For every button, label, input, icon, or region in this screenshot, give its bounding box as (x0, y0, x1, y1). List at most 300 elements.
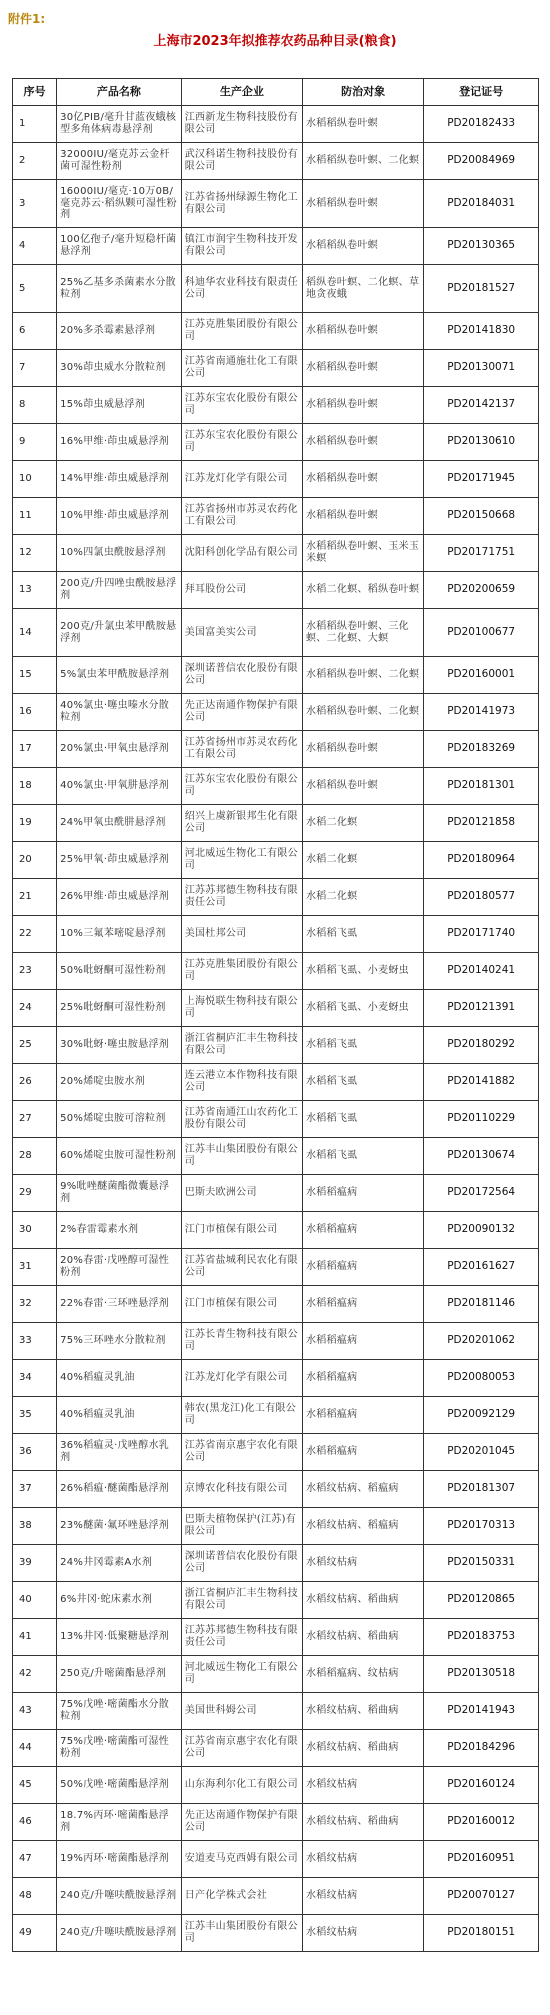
target-pest: 水稻稻纵卷叶螟、玉米玉米螟 (302, 535, 423, 572)
registration-number: PD20150331 (424, 1545, 539, 1582)
target-pest: 水稻稻纵卷叶螟 (302, 106, 423, 143)
target-pest: 水稻纹枯病、稻瘟病 (302, 1508, 423, 1545)
enterprise: 巴斯夫欧洲公司 (181, 1175, 302, 1212)
enterprise: 江门市植保有限公司 (181, 1212, 302, 1249)
registration-number: PD20100677 (424, 609, 539, 657)
enterprise: 江苏东宝农化股份有限公司 (181, 387, 302, 424)
pesticide-table (12, 78, 539, 1952)
row-index: 38 (13, 1508, 57, 1545)
target-pest: 水稻稻纵卷叶螟 (302, 387, 423, 424)
table-row (13, 1878, 539, 1915)
product-name: 26%稻瘟·醚菌酯悬浮剂 (57, 1471, 182, 1508)
table-row (13, 990, 539, 1027)
table-row (13, 1619, 539, 1656)
table-row (13, 805, 539, 842)
table-row (13, 1915, 539, 1952)
table-row (13, 1804, 539, 1841)
product-name: 14%甲维·茚虫威悬浮剂 (57, 461, 182, 498)
product-name: 15%茚虫威悬浮剂 (57, 387, 182, 424)
target-pest: 水稻稻纵卷叶螟、三化螟、二化螟、大螟 (302, 609, 423, 657)
enterprise: 武汉科诺生物科技股份有限公司 (181, 143, 302, 180)
table-row (13, 143, 539, 180)
enterprise: 江苏龙灯化学有限公司 (181, 461, 302, 498)
enterprise: 江门市植保有限公司 (181, 1286, 302, 1323)
row-index: 13 (13, 572, 57, 609)
product-name: 22%春雷·三环唑悬浮剂 (57, 1286, 182, 1323)
table-row (13, 350, 539, 387)
table-row (13, 657, 539, 694)
product-name: 240克/升噻呋酰胺悬浮剂 (57, 1878, 182, 1915)
enterprise: 山东海利尔化工有限公司 (181, 1767, 302, 1804)
product-name: 20%氯虫·甲氧虫悬浮剂 (57, 731, 182, 768)
target-pest: 水稻稻瘟病 (302, 1212, 423, 1249)
registration-number: PD20170313 (424, 1508, 539, 1545)
table-row (13, 1434, 539, 1471)
target-pest: 水稻稻飞虱、小麦蚜虫 (302, 990, 423, 1027)
header-enterprise: 生产企业 (181, 79, 302, 106)
registration-number: PD20181301 (424, 768, 539, 805)
registration-number: PD20180964 (424, 842, 539, 879)
enterprise: 京博农化科技有限公司 (181, 1471, 302, 1508)
enterprise: 美国杜邦公司 (181, 916, 302, 953)
registration-number: PD20160951 (424, 1841, 539, 1878)
row-index: 34 (13, 1360, 57, 1397)
row-index: 23 (13, 953, 57, 990)
table-row (13, 1841, 539, 1878)
product-name: 10%甲维·茚虫威悬浮剂 (57, 498, 182, 535)
target-pest: 水稻稻瘟病 (302, 1286, 423, 1323)
table-row (13, 1212, 539, 1249)
target-pest: 水稻二化螟、稻纵卷叶螟 (302, 572, 423, 609)
row-index: 21 (13, 879, 57, 916)
table-row (13, 1693, 539, 1730)
product-name: 36%稻瘟灵·戊唑醇水乳剂 (57, 1434, 182, 1471)
table-row (13, 1175, 539, 1212)
target-pest: 水稻纹枯病、稻曲病 (302, 1693, 423, 1730)
product-name: 25%甲氧·茚虫威悬浮剂 (57, 842, 182, 879)
registration-number: PD20183269 (424, 731, 539, 768)
header-target: 防治对象 (302, 79, 423, 106)
product-name: 23%醚菌·氟环唑悬浮剂 (57, 1508, 182, 1545)
table-row (13, 1360, 539, 1397)
table-row (13, 1471, 539, 1508)
target-pest: 水稻纹枯病、稻曲病 (302, 1619, 423, 1656)
header-row (13, 79, 539, 106)
product-name: 10%四氯虫酰胺悬浮剂 (57, 535, 182, 572)
registration-number: PD20181146 (424, 1286, 539, 1323)
document-title: 上海市2023年拟推荐农药品种目录(粮食) (153, 34, 397, 49)
target-pest: 水稻稻瘟病 (302, 1249, 423, 1286)
product-name: 10%三氟苯嘧啶悬浮剂 (57, 916, 182, 953)
table-row (13, 694, 539, 731)
target-pest: 水稻稻纵卷叶螟、二化螟 (302, 143, 423, 180)
table-row (13, 1730, 539, 1767)
product-name: 18.7%丙环·嘧菌酯悬浮剂 (57, 1804, 182, 1841)
registration-number: PD20130365 (424, 228, 539, 265)
registration-number: PD20130071 (424, 350, 539, 387)
table-row (13, 572, 539, 609)
table-row (13, 498, 539, 535)
enterprise: 江苏省南通施壮化工有限公司 (181, 350, 302, 387)
registration-number: PD20180577 (424, 879, 539, 916)
registration-number: PD20184296 (424, 1730, 539, 1767)
target-pest: 水稻纹枯病、稻曲病 (302, 1804, 423, 1841)
row-index: 22 (13, 916, 57, 953)
table-row (13, 387, 539, 424)
row-index: 9 (13, 424, 57, 461)
product-name: 50%烯啶虫胺可溶粒剂 (57, 1101, 182, 1138)
target-pest: 水稻纹枯病 (302, 1878, 423, 1915)
enterprise: 上海悦联生物科技有限公司 (181, 990, 302, 1027)
product-name: 26%甲维·茚虫威悬浮剂 (57, 879, 182, 916)
target-pest: 水稻稻瘟病、纹枯病 (302, 1656, 423, 1693)
table-row (13, 1508, 539, 1545)
product-name: 16000IU/毫克·10万0B/毫克苏云·稻纵颗可湿性粉剂 (57, 180, 182, 228)
row-index: 35 (13, 1397, 57, 1434)
product-name: 200克/升四唑虫酰胺悬浮剂 (57, 572, 182, 609)
product-name: 50%戊唑·嘧菌酯悬浮剂 (57, 1767, 182, 1804)
registration-number: PD20182433 (424, 106, 539, 143)
row-index: 12 (13, 535, 57, 572)
target-pest: 水稻二化螟 (302, 879, 423, 916)
row-index: 26 (13, 1064, 57, 1101)
enterprise: 先正达南通作物保护有限公司 (181, 694, 302, 731)
enterprise: 江苏省南京惠宇农化有限公司 (181, 1434, 302, 1471)
product-name: 75%戊唑·嘧菌酯可湿性粉剂 (57, 1730, 182, 1767)
header-product: 产品名称 (57, 79, 182, 106)
product-name: 32000IU/毫克苏云金杆菌可湿性粉剂 (57, 143, 182, 180)
row-index: 48 (13, 1878, 57, 1915)
product-name: 75%戊唑·嘧菌酯水分散粒剂 (57, 1693, 182, 1730)
attachment-label: 附件1: (8, 12, 46, 26)
enterprise: 江苏克胜集团股份有限公司 (181, 313, 302, 350)
enterprise: 江苏苏邦德生物科技有限责任公司 (181, 879, 302, 916)
row-index: 29 (13, 1175, 57, 1212)
target-pest: 水稻稻瘟病 (302, 1434, 423, 1471)
registration-number: PD20180151 (424, 1915, 539, 1952)
product-name: 13%井冈·低聚糖悬浮剂 (57, 1619, 182, 1656)
enterprise: 江苏龙灯化学有限公司 (181, 1360, 302, 1397)
row-index: 43 (13, 1693, 57, 1730)
product-name: 25%乙基多杀菌素水分散粒剂 (57, 265, 182, 313)
target-pest: 水稻稻飞虱 (302, 1064, 423, 1101)
row-index: 49 (13, 1915, 57, 1952)
table-row (13, 1656, 539, 1693)
row-index: 39 (13, 1545, 57, 1582)
row-index: 6 (13, 313, 57, 350)
registration-number: PD20141973 (424, 694, 539, 731)
enterprise: 绍兴上虞新银邦生化有限公司 (181, 805, 302, 842)
registration-number: PD20130674 (424, 1138, 539, 1175)
row-index: 37 (13, 1471, 57, 1508)
registration-number: PD20201062 (424, 1323, 539, 1360)
row-index: 32 (13, 1286, 57, 1323)
registration-number: PD20110229 (424, 1101, 539, 1138)
table-row (13, 1582, 539, 1619)
product-name: 50%吡蚜酮可湿性粉剂 (57, 953, 182, 990)
table-row (13, 313, 539, 350)
table-row (13, 1138, 539, 1175)
target-pest: 水稻纹枯病 (302, 1545, 423, 1582)
product-name: 9%吡唑醚菌酯微囊悬浮剂 (57, 1175, 182, 1212)
target-pest: 水稻纹枯病 (302, 1841, 423, 1878)
product-name: 200克/升氯虫苯甲酰胺悬浮剂 (57, 609, 182, 657)
enterprise: 江苏丰山集团股份有限公司 (181, 1915, 302, 1952)
target-pest: 水稻稻纵卷叶螟 (302, 424, 423, 461)
registration-number: PD20150668 (424, 498, 539, 535)
enterprise: 江苏省盐城利民农化有限公司 (181, 1249, 302, 1286)
target-pest: 水稻纹枯病、稻瘟病 (302, 1471, 423, 1508)
table-body (13, 106, 539, 1952)
row-index: 17 (13, 731, 57, 768)
row-index: 4 (13, 228, 57, 265)
target-pest: 水稻稻飞虱 (302, 916, 423, 953)
row-index: 30 (13, 1212, 57, 1249)
row-index: 3 (13, 180, 57, 228)
enterprise: 江苏丰山集团股份有限公司 (181, 1138, 302, 1175)
table-row (13, 731, 539, 768)
enterprise: 江苏东宝农化股份有限公司 (181, 768, 302, 805)
registration-number: PD20183753 (424, 1619, 539, 1656)
table-row (13, 1286, 539, 1323)
row-index: 33 (13, 1323, 57, 1360)
row-index: 11 (13, 498, 57, 535)
enterprise: 江苏省南通江山农药化工股份有限公司 (181, 1101, 302, 1138)
registration-number: PD20200659 (424, 572, 539, 609)
enterprise: 江西新龙生物科技股份有限公司 (181, 106, 302, 143)
registration-number: PD20171740 (424, 916, 539, 953)
enterprise: 连云港立本作物科技有限公司 (181, 1064, 302, 1101)
product-name: 30%吡蚜·噻虫胺悬浮剂 (57, 1027, 182, 1064)
row-index: 7 (13, 350, 57, 387)
registration-number: PD20080053 (424, 1360, 539, 1397)
enterprise: 科迪华农业科技有限责任公司 (181, 265, 302, 313)
product-name: 2%春雷霉素水剂 (57, 1212, 182, 1249)
table-row (13, 180, 539, 228)
target-pest: 水稻稻纵卷叶螟 (302, 461, 423, 498)
target-pest: 水稻纹枯病 (302, 1915, 423, 1952)
enterprise: 江苏长青生物科技有限公司 (181, 1323, 302, 1360)
registration-number: PD20141830 (424, 313, 539, 350)
row-index: 25 (13, 1027, 57, 1064)
product-name: 250克/升嘧菌酯悬浮剂 (57, 1656, 182, 1693)
table-row (13, 265, 539, 313)
row-index: 16 (13, 694, 57, 731)
enterprise: 江苏克胜集团股份有限公司 (181, 953, 302, 990)
registration-number: PD20142137 (424, 387, 539, 424)
registration-number: PD20171945 (424, 461, 539, 498)
registration-number: PD20130610 (424, 424, 539, 461)
registration-number: PD20092129 (424, 1397, 539, 1434)
row-index: 1 (13, 106, 57, 143)
enterprise: 江苏省扬州绿源生物化工有限公司 (181, 180, 302, 228)
row-index: 45 (13, 1767, 57, 1804)
product-name: 40%稻瘟灵乳油 (57, 1360, 182, 1397)
row-index: 27 (13, 1101, 57, 1138)
product-name: 16%甲维·茚虫威悬浮剂 (57, 424, 182, 461)
target-pest: 水稻稻纵卷叶螟、二化螟 (302, 657, 423, 694)
enterprise: 安道麦马克西姆有限公司 (181, 1841, 302, 1878)
table-row (13, 879, 539, 916)
product-name: 60%烯啶虫胺可湿性粉剂 (57, 1138, 182, 1175)
registration-number: PD20130518 (424, 1656, 539, 1693)
table-row (13, 1249, 539, 1286)
row-index: 42 (13, 1656, 57, 1693)
target-pest: 稻纵卷叶螟、二化螟、草地贪夜蛾 (302, 265, 423, 313)
table-row (13, 953, 539, 990)
product-name: 6%井冈·蛇床素水剂 (57, 1582, 182, 1619)
table-row (13, 768, 539, 805)
registration-number: PD20140241 (424, 953, 539, 990)
registration-number: PD20121858 (424, 805, 539, 842)
table-header (13, 79, 539, 106)
row-index: 8 (13, 387, 57, 424)
row-index: 14 (13, 609, 57, 657)
registration-number: PD20161627 (424, 1249, 539, 1286)
table-row (13, 1545, 539, 1582)
row-index: 20 (13, 842, 57, 879)
enterprise: 浙江省桐庐汇丰生物科技有限公司 (181, 1582, 302, 1619)
target-pest: 水稻稻纵卷叶螟 (302, 313, 423, 350)
row-index: 46 (13, 1804, 57, 1841)
target-pest: 水稻稻飞虱、小麦蚜虫 (302, 953, 423, 990)
product-name: 20%烯啶虫胺水剂 (57, 1064, 182, 1101)
enterprise: 江苏省南京惠宇农化有限公司 (181, 1730, 302, 1767)
product-name: 75%三环唑水分散粒剂 (57, 1323, 182, 1360)
registration-number: PD20201045 (424, 1434, 539, 1471)
row-index: 44 (13, 1730, 57, 1767)
enterprise: 江苏省扬州市苏灵农药化工有限公司 (181, 731, 302, 768)
target-pest: 水稻稻飞虱 (302, 1101, 423, 1138)
table-row (13, 461, 539, 498)
row-index: 10 (13, 461, 57, 498)
target-pest: 水稻稻瘟病 (302, 1397, 423, 1434)
table-row (13, 106, 539, 143)
product-name: 24%井冈霉素A水剂 (57, 1545, 182, 1582)
target-pest: 水稻稻纵卷叶螟 (302, 180, 423, 228)
product-name: 20%多杀霉素悬浮剂 (57, 313, 182, 350)
product-name: 40%氯虫·甲氧肼悬浮剂 (57, 768, 182, 805)
target-pest: 水稻纹枯病 (302, 1767, 423, 1804)
target-pest: 水稻稻纵卷叶螟 (302, 228, 423, 265)
row-index: 24 (13, 990, 57, 1027)
row-index: 36 (13, 1434, 57, 1471)
enterprise: 江苏省扬州市苏灵农药化工有限公司 (181, 498, 302, 535)
row-index: 31 (13, 1249, 57, 1286)
table-row (13, 1101, 539, 1138)
target-pest: 水稻纹枯病、稻曲病 (302, 1582, 423, 1619)
registration-number: PD20141943 (424, 1693, 539, 1730)
row-index: 41 (13, 1619, 57, 1656)
product-name: 24%甲氧虫酰肼悬浮剂 (57, 805, 182, 842)
table-row (13, 916, 539, 953)
enterprise: 美国世科姆公司 (181, 1693, 302, 1730)
registration-number: PD20141882 (424, 1064, 539, 1101)
table-row (13, 1064, 539, 1101)
enterprise: 深圳诺普信农化股份有限公司 (181, 657, 302, 694)
row-index: 28 (13, 1138, 57, 1175)
table-row (13, 228, 539, 265)
target-pest: 水稻二化螟 (302, 842, 423, 879)
enterprise: 深圳诺普信农化股份有限公司 (181, 1545, 302, 1582)
product-name: 19%丙环·嘧菌酯悬浮剂 (57, 1841, 182, 1878)
row-index: 47 (13, 1841, 57, 1878)
enterprise: 先正达南通作物保护有限公司 (181, 1804, 302, 1841)
row-index: 15 (13, 657, 57, 694)
product-name: 5%氯虫苯甲酰胺悬浮剂 (57, 657, 182, 694)
registration-number: PD20184031 (424, 180, 539, 228)
product-name: 40%稻瘟灵乳油 (57, 1397, 182, 1434)
enterprise: 沈阳科创化学品有限公司 (181, 535, 302, 572)
enterprise: 拜耳股份公司 (181, 572, 302, 609)
table-row (13, 424, 539, 461)
registration-number: PD20160012 (424, 1804, 539, 1841)
table-row (13, 1397, 539, 1434)
enterprise: 河北威远生物化工有限公司 (181, 842, 302, 879)
registration-number: PD20181527 (424, 265, 539, 313)
table-row (13, 1767, 539, 1804)
target-pest: 水稻稻瘟病 (302, 1360, 423, 1397)
row-index: 19 (13, 805, 57, 842)
table-row (13, 535, 539, 572)
enterprise: 江苏苏邦德生物科技有限责任公司 (181, 1619, 302, 1656)
target-pest: 水稻二化螟 (302, 805, 423, 842)
registration-number: PD20120865 (424, 1582, 539, 1619)
enterprise: 镇江市润宇生物科技开发有限公司 (181, 228, 302, 265)
product-name: 100亿孢子/毫升短稳杆菌悬浮剂 (57, 228, 182, 265)
registration-number: PD20121391 (424, 990, 539, 1027)
row-index: 2 (13, 143, 57, 180)
target-pest: 水稻纹枯病、稻曲病 (302, 1730, 423, 1767)
registration-number: PD20160001 (424, 657, 539, 694)
registration-number: PD20160124 (424, 1767, 539, 1804)
registration-number: PD20084969 (424, 143, 539, 180)
row-index: 18 (13, 768, 57, 805)
enterprise: 浙江省桐庐汇丰生物科技有限公司 (181, 1027, 302, 1064)
product-name: 240克/升噻呋酰胺悬浮剂 (57, 1915, 182, 1952)
registration-number: PD20181307 (424, 1471, 539, 1508)
table-row (13, 609, 539, 657)
table-row (13, 1027, 539, 1064)
enterprise: 巴斯夫植物保护(江苏)有限公司 (181, 1508, 302, 1545)
registration-number: PD20172564 (424, 1175, 539, 1212)
target-pest: 水稻稻纵卷叶螟 (302, 498, 423, 535)
target-pest: 水稻稻纵卷叶螟 (302, 768, 423, 805)
table-row (13, 842, 539, 879)
product-name: 30%茚虫威水分散粒剂 (57, 350, 182, 387)
target-pest: 水稻稻纵卷叶螟 (302, 350, 423, 387)
target-pest: 水稻稻飞虱 (302, 1138, 423, 1175)
product-name: 25%吡蚜酮可湿性粉剂 (57, 990, 182, 1027)
product-name: 40%氯虫·噻虫嗪水分散粒剂 (57, 694, 182, 731)
target-pest: 水稻稻瘟病 (302, 1175, 423, 1212)
row-index: 5 (13, 265, 57, 313)
row-index: 40 (13, 1582, 57, 1619)
registration-number: PD20180292 (424, 1027, 539, 1064)
registration-number: PD20171751 (424, 535, 539, 572)
target-pest: 水稻稻纵卷叶螟、二化螟 (302, 694, 423, 731)
registration-number: PD20070127 (424, 1878, 539, 1915)
enterprise: 韩农(黑龙江)化工有限公司 (181, 1397, 302, 1434)
target-pest: 水稻稻纵卷叶螟 (302, 731, 423, 768)
registration-number: PD20090132 (424, 1212, 539, 1249)
target-pest: 水稻稻飞虱 (302, 1027, 423, 1064)
product-name: 30亿PIB/毫升甘蓝夜蛾核型多角体病毒悬浮剂 (57, 106, 182, 143)
enterprise: 河北威远生物化工有限公司 (181, 1656, 302, 1693)
table-row (13, 1323, 539, 1360)
header-index: 序号 (13, 79, 57, 106)
target-pest: 水稻稻瘟病 (302, 1323, 423, 1360)
